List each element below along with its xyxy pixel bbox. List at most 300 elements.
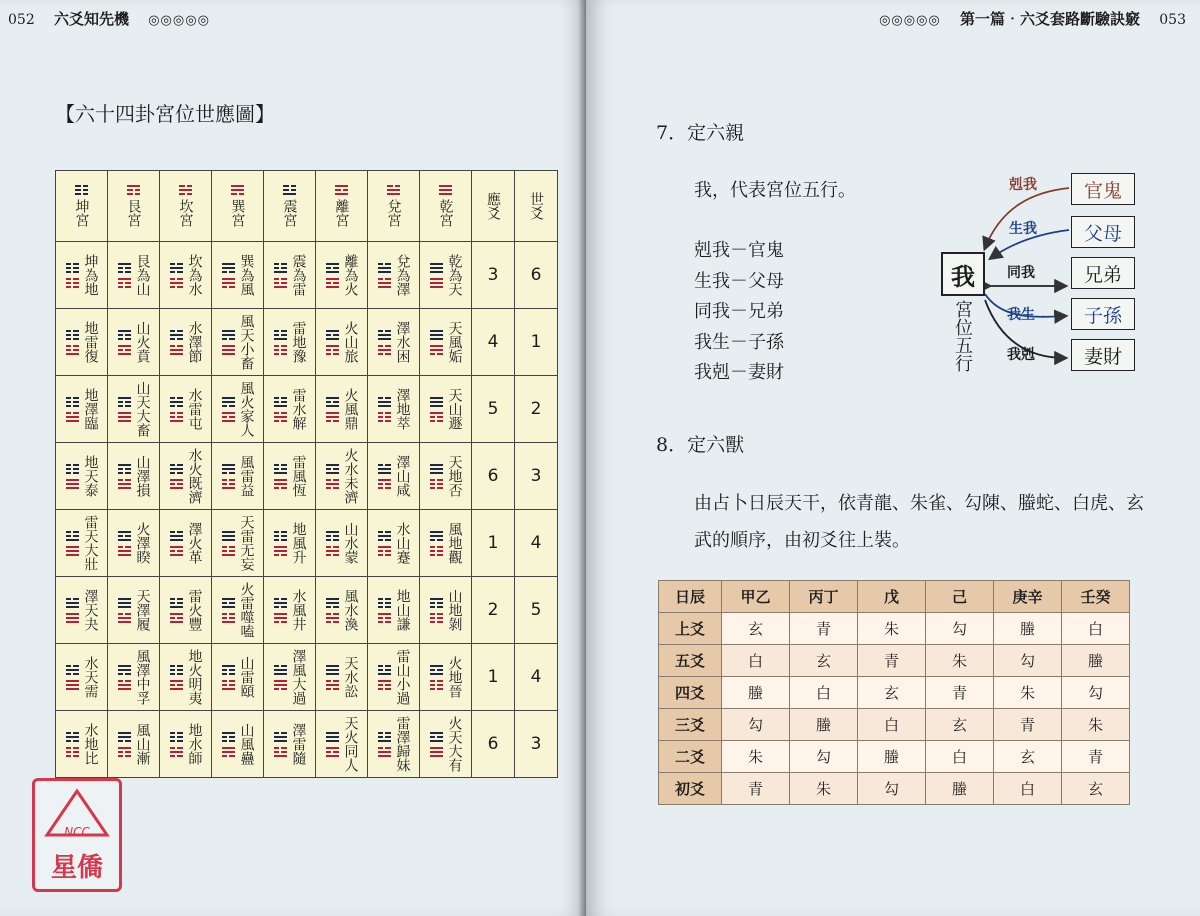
hexagram-cell — [264, 242, 316, 309]
hexagram-name: 水雷屯 — [186, 388, 203, 430]
beast-cell: 螣 — [994, 613, 1062, 645]
hexagram-cell — [212, 711, 264, 778]
hexagram-name: 兌宮 — [385, 199, 402, 227]
yao-label: 二爻 — [659, 741, 722, 773]
hexagram-cell — [212, 242, 264, 309]
hexagram-cell — [56, 309, 108, 376]
table-row — [56, 644, 558, 711]
box-xiong-di: 兄弟 — [1071, 257, 1135, 289]
header-ornament-right: ◎◎◎◎◎ — [879, 13, 941, 28]
hexagram-name: 山天大畜 — [134, 381, 151, 437]
hexagram-cell — [316, 577, 368, 644]
trigram-icon — [430, 680, 443, 690]
hexagram-cell — [212, 644, 264, 711]
yao-label: 四爻 — [659, 677, 722, 709]
trigram-icon — [430, 412, 443, 422]
hexagram-icon — [118, 732, 131, 757]
hexagram-name: 雷澤歸妹 — [394, 716, 411, 772]
trigram-icon — [430, 397, 443, 407]
arrow-label: 生我 — [1009, 221, 1037, 237]
hexagram-icon — [118, 330, 131, 355]
hexagram-icon — [118, 598, 131, 623]
hexagram-cell — [368, 309, 420, 376]
hexagram-name: 澤地萃 — [394, 388, 411, 430]
trigram-icon — [118, 531, 131, 541]
trigram-icon — [118, 412, 131, 422]
trigram-icon — [430, 330, 443, 340]
hexagram-cell — [368, 510, 420, 577]
hexagram-icon — [66, 397, 79, 422]
trigram-icon — [430, 531, 443, 541]
hexagram-name: 雷地豫 — [290, 321, 307, 363]
shi-yao-cell: 2 — [515, 376, 558, 443]
right-header — [865, 8, 1186, 29]
beast-header-cell: 丙丁 — [790, 581, 858, 613]
beast-cell: 玄 — [790, 645, 858, 677]
section-7-intro: 我，代表宮位五行。 — [694, 180, 856, 201]
ying-yao-cell: 6 — [472, 711, 515, 778]
trigram-icon — [378, 345, 391, 355]
hexagram-icon — [66, 598, 79, 623]
trigram-icon — [378, 412, 391, 422]
hexagram-name: 天澤履 — [134, 589, 151, 631]
box-zi-sun: 子孫 — [1071, 298, 1135, 330]
trigram-icon — [274, 680, 287, 690]
arrow-label: 剋我 — [1009, 177, 1037, 193]
hexagram-name: 水山蹇 — [394, 522, 411, 564]
hexagram-name: 天山遯 — [446, 388, 463, 430]
six-beast-table — [658, 580, 1130, 805]
hexagram-name: 風水渙 — [342, 589, 359, 631]
hexagram-icon — [430, 464, 443, 489]
hexagram-cell — [316, 443, 368, 510]
trigram-icon — [170, 263, 183, 273]
trigram-icon — [118, 598, 131, 608]
figure-title: 【六十四卦宮位世應圖】 — [55, 102, 275, 126]
hexagram-name: 震為雷 — [290, 254, 307, 296]
hexagram-cell — [160, 443, 212, 510]
hexagram-name: 坎宮 — [177, 199, 194, 227]
hexagram-name: 風雷益 — [238, 455, 255, 497]
trigram-icon — [326, 330, 339, 340]
trigram-icon — [326, 598, 339, 608]
shi-yao-cell: 5 — [515, 577, 558, 644]
hexagram-name: 乾宮 — [437, 199, 454, 227]
trigram-icon — [378, 464, 391, 474]
hexagram-palace-table — [55, 170, 558, 778]
yao-label: 五爻 — [659, 645, 722, 677]
beast-cell: 朱 — [1062, 709, 1130, 741]
ying-yao-cell: 5 — [472, 376, 515, 443]
relation-item: 同我－兄弟 — [694, 301, 784, 322]
trigram-icon — [430, 665, 443, 675]
trigram-icon — [335, 185, 348, 195]
trigram-icon — [274, 732, 287, 742]
trigram-icon — [66, 665, 79, 675]
beast-cell: 勾 — [858, 773, 926, 805]
trigram-icon — [66, 531, 79, 541]
trigram-icon — [231, 185, 244, 195]
trigram-icon — [170, 345, 183, 355]
trigram-icon — [378, 732, 391, 742]
beast-cell: 勾 — [790, 741, 858, 773]
trigram-icon — [430, 278, 443, 288]
trigram-icon — [430, 598, 443, 608]
shi-yao-cell: 4 — [515, 644, 558, 711]
beast-table-header — [659, 581, 1130, 613]
hexagram-name: 火澤睽 — [134, 522, 151, 564]
beast-cell: 朱 — [994, 677, 1062, 709]
relation-item: 我剋－妻財 — [694, 362, 784, 383]
hexagram-name: 坤宮 — [73, 199, 90, 227]
hexagram-icon — [170, 665, 183, 690]
trigram-icon — [222, 665, 235, 675]
hexagram-icon — [274, 531, 287, 556]
ying-yao-cell: 3 — [472, 242, 515, 309]
hexagram-name: 水風井 — [290, 589, 307, 631]
hexagram-name: 雷水解 — [290, 388, 307, 430]
beast-cell: 螣 — [722, 677, 790, 709]
hexagram-name: 火雷噬嗑 — [238, 582, 255, 638]
beast-cell: 朱 — [858, 613, 926, 645]
ying-yao-cell: 4 — [472, 309, 515, 376]
beast-cell: 白 — [790, 677, 858, 709]
hexagram-name: 天雷无妄 — [238, 515, 255, 571]
hexagram-icon — [222, 732, 235, 757]
right-page-number: 053 — [1159, 12, 1186, 28]
center-wo: 我 — [941, 252, 985, 296]
beast-cell: 玄 — [722, 613, 790, 645]
shi-yao-cell: 6 — [515, 242, 558, 309]
trigram-icon — [66, 598, 79, 608]
beast-cell: 青 — [1062, 741, 1130, 773]
chapter-title: 第一篇‧六爻套路斷驗訣竅 — [960, 10, 1141, 28]
stamp-ncc: NCC — [64, 825, 90, 839]
trigram-icon — [274, 345, 287, 355]
hexagram-cell — [56, 711, 108, 778]
trigram-icon — [378, 397, 391, 407]
trigram-icon — [378, 613, 391, 623]
table-row — [659, 613, 1130, 645]
trigram-icon — [118, 479, 131, 489]
trigram-icon — [170, 464, 183, 474]
beast-cell: 勾 — [926, 613, 994, 645]
trigram-icon — [170, 479, 183, 489]
hexagram-name: 坎為水 — [186, 254, 203, 296]
palace-header — [264, 171, 316, 242]
table-row — [659, 773, 1130, 805]
trigram-icon — [75, 185, 88, 195]
section-8-text: 由占卜日辰天干，依青龍、朱雀、勾陳、螣蛇、白虎、玄武的順序，由初爻往上裝。 — [694, 493, 1144, 551]
trigram-icon — [326, 747, 339, 757]
hexagram-name: 山風蠱 — [238, 723, 255, 765]
hexagram-icon — [66, 531, 79, 556]
trigram-icon — [326, 412, 339, 422]
hexagram-cell — [108, 242, 160, 309]
hexagram-name: 天水訟 — [342, 656, 359, 698]
trigram-icon — [66, 397, 79, 407]
trigram-icon — [274, 598, 287, 608]
hexagram-name: 風山漸 — [134, 723, 151, 765]
hexagram-icon — [170, 330, 183, 355]
hexagram-name: 火山旅 — [342, 321, 359, 363]
trigram-icon — [222, 345, 235, 355]
palace-header — [108, 171, 160, 242]
trigram-icon — [326, 397, 339, 407]
trigram-icon — [118, 397, 131, 407]
hexagram-cell — [108, 644, 160, 711]
yao-label: 三爻 — [659, 709, 722, 741]
hexagram-name: 雷火豐 — [186, 589, 203, 631]
trigram-icon — [378, 546, 391, 556]
beast-cell: 青 — [722, 773, 790, 805]
trigram-icon — [274, 278, 287, 288]
hexagram-cell — [420, 376, 472, 443]
beast-cell: 白 — [722, 645, 790, 677]
box-qi-cai: 妻財 — [1071, 339, 1135, 371]
palace-header — [160, 171, 212, 242]
beast-cell: 玄 — [1062, 773, 1130, 805]
hexagram-name: 水澤節 — [186, 321, 203, 363]
beast-cell: 朱 — [926, 645, 994, 677]
hexagram-name: 地澤臨 — [82, 388, 99, 430]
trigram-icon — [170, 412, 183, 422]
beast-cell: 朱 — [790, 773, 858, 805]
hexagram-cell — [212, 510, 264, 577]
hexagram-name: 世爻 — [528, 192, 544, 220]
hexagram-name: 澤雷隨 — [290, 723, 307, 765]
trigram-icon — [326, 464, 339, 474]
hexagram-icon — [118, 665, 131, 690]
hexagram-icon — [118, 531, 131, 556]
trigram-icon — [326, 732, 339, 742]
trigram-icon — [170, 278, 183, 288]
hexagram-cell — [368, 376, 420, 443]
hexagram-icon — [66, 330, 79, 355]
hexagram-icon — [326, 263, 339, 288]
trigram-icon — [118, 464, 131, 474]
box-guan-gui: 官鬼 — [1071, 173, 1135, 205]
hexagram-icon — [66, 665, 79, 690]
trigram-icon — [170, 680, 183, 690]
beast-cell: 玄 — [926, 709, 994, 741]
palace-header — [212, 171, 264, 242]
stamp-name: 星僑 — [50, 853, 103, 883]
ying-yao-cell: 2 — [472, 577, 515, 644]
hexagram-name: 火風鼎 — [342, 388, 359, 430]
trigram-icon — [222, 263, 235, 273]
trigram-icon — [118, 278, 131, 288]
hexagram-icon — [326, 464, 339, 489]
hexagram-icon — [170, 531, 183, 556]
hexagram-icon — [118, 397, 131, 422]
hexagram-icon — [170, 263, 183, 288]
hexagram-table-header — [56, 171, 558, 242]
table-row — [56, 577, 558, 644]
hexagram-name: 山雷頤 — [238, 656, 255, 698]
trigram-icon — [378, 531, 391, 541]
trigram-icon — [222, 531, 235, 541]
hexagram-cell — [160, 711, 212, 778]
hexagram-cell — [108, 510, 160, 577]
hexagram-cell — [160, 242, 212, 309]
trigram-icon — [378, 263, 391, 273]
hexagram-icon — [378, 732, 391, 757]
trigram-icon — [387, 185, 400, 195]
left-page — [0, 0, 586, 916]
hexagram-cell — [368, 577, 420, 644]
trigram-icon — [222, 330, 235, 340]
trigram-icon — [66, 464, 79, 474]
hexagram-icon — [274, 330, 287, 355]
trigram-icon — [326, 546, 339, 556]
hexagram-cell — [420, 242, 472, 309]
hexagram-icon — [326, 330, 339, 355]
beast-cell: 白 — [926, 741, 994, 773]
beast-header-cell: 庚辛 — [994, 581, 1062, 613]
hexagram-cell — [160, 376, 212, 443]
hexagram-icon — [430, 732, 443, 757]
beast-header-cell: 壬癸 — [1062, 581, 1130, 613]
arrow-label: 我剋 — [1007, 347, 1035, 363]
hexagram-name: 水火既濟 — [186, 448, 203, 504]
hexagram-name: 雷天大壯 — [82, 515, 99, 571]
hexagram-cell — [316, 510, 368, 577]
hexagram-name: 風澤中孚 — [134, 649, 151, 705]
right-page — [586, 0, 1200, 916]
hexagram-icon — [222, 464, 235, 489]
hexagram-name: 天風姤 — [446, 321, 463, 363]
hexagram-icon — [326, 665, 339, 690]
trigram-icon — [170, 531, 183, 541]
trigram-icon — [274, 613, 287, 623]
trigram-icon — [378, 479, 391, 489]
trigram-icon — [430, 613, 443, 623]
hexagram-name: 應爻 — [485, 192, 501, 220]
trigram-icon — [66, 479, 79, 489]
trigram-icon — [222, 546, 235, 556]
trigram-icon — [170, 613, 183, 623]
beast-cell: 青 — [790, 613, 858, 645]
hexagram-name: 乾為天 — [446, 254, 463, 296]
section-8-title: 8．定六獸 — [656, 434, 745, 456]
hexagram-name: 坤為地 — [82, 254, 99, 296]
table-row — [56, 376, 558, 443]
trigram-icon — [118, 665, 131, 675]
palace-header — [420, 171, 472, 242]
hexagram-cell — [316, 242, 368, 309]
hexagram-icon — [274, 464, 287, 489]
hexagram-cell — [56, 242, 108, 309]
hexagram-icon — [222, 330, 235, 355]
hexagram-icon — [378, 397, 391, 422]
trigram-icon — [118, 345, 131, 355]
hexagram-icon — [222, 531, 235, 556]
publisher-stamp — [32, 778, 122, 892]
trigram-icon — [118, 680, 131, 690]
palace-header — [56, 171, 108, 242]
trigram-icon — [274, 412, 287, 422]
trigram-icon — [66, 613, 79, 623]
yao-label: 初爻 — [659, 773, 722, 805]
beast-cell: 螣 — [858, 741, 926, 773]
hexagram-icon — [430, 397, 443, 422]
hexagram-cell — [264, 309, 316, 376]
hexagram-cell — [56, 510, 108, 577]
trigram-icon — [222, 464, 235, 474]
hexagram-icon — [274, 263, 287, 288]
trigram-icon — [274, 330, 287, 340]
hexagram-icon — [378, 464, 391, 489]
left-page-number: 052 — [8, 12, 35, 28]
hexagram-icon — [170, 598, 183, 623]
trigram-icon — [326, 613, 339, 623]
trigram-icon — [430, 263, 443, 273]
beast-cell: 螣 — [926, 773, 994, 805]
palace-header — [472, 171, 515, 242]
hexagram-cell — [316, 376, 368, 443]
hexagram-cell — [56, 577, 108, 644]
left-header — [8, 8, 224, 29]
hexagram-icon — [170, 732, 183, 757]
hexagram-cell — [264, 443, 316, 510]
hexagram-name: 地水師 — [186, 723, 203, 765]
hexagram-icon — [66, 732, 79, 757]
arrow-label: 同我 — [1007, 265, 1035, 281]
hexagram-name: 山火賁 — [134, 321, 151, 363]
beast-cell: 勾 — [1062, 677, 1130, 709]
hexagram-icon — [274, 397, 287, 422]
hexagram-cell — [56, 376, 108, 443]
trigram-icon — [430, 732, 443, 742]
trigram-icon — [170, 546, 183, 556]
hexagram-name: 艮宮 — [125, 199, 142, 227]
trigram-icon — [378, 665, 391, 675]
hexagram-icon — [170, 397, 183, 422]
hexagram-icon — [274, 732, 287, 757]
table-row — [659, 709, 1130, 741]
hexagram-cell — [420, 644, 472, 711]
trigram-icon — [222, 479, 235, 489]
trigram-icon — [118, 732, 131, 742]
trigram-icon — [66, 412, 79, 422]
box-fu-mu: 父母 — [1071, 216, 1135, 248]
trigram-icon — [378, 278, 391, 288]
hexagram-cell — [264, 510, 316, 577]
trigram-icon — [378, 747, 391, 757]
beast-header-cell: 甲乙 — [722, 581, 790, 613]
hexagram-name: 巽宮 — [229, 199, 246, 227]
hexagram-name: 山澤損 — [134, 455, 151, 497]
trigram-icon — [118, 330, 131, 340]
trigram-icon — [118, 747, 131, 757]
shi-yao-cell: 4 — [515, 510, 558, 577]
hexagram-icon — [222, 598, 235, 623]
trigram-icon — [274, 263, 287, 273]
hexagram-name: 澤天夬 — [82, 589, 99, 631]
trigram-icon — [283, 185, 296, 195]
hexagram-icon — [326, 598, 339, 623]
hexagram-name: 水天需 — [82, 656, 99, 698]
beast-cell: 青 — [994, 709, 1062, 741]
hexagram-name: 火地晉 — [446, 656, 463, 698]
palace-header — [515, 171, 558, 242]
trigram-icon — [430, 345, 443, 355]
hexagram-name: 火水未濟 — [342, 448, 359, 504]
hexagram-cell — [368, 242, 420, 309]
trigram-icon — [118, 613, 131, 623]
trigram-icon — [170, 665, 183, 675]
